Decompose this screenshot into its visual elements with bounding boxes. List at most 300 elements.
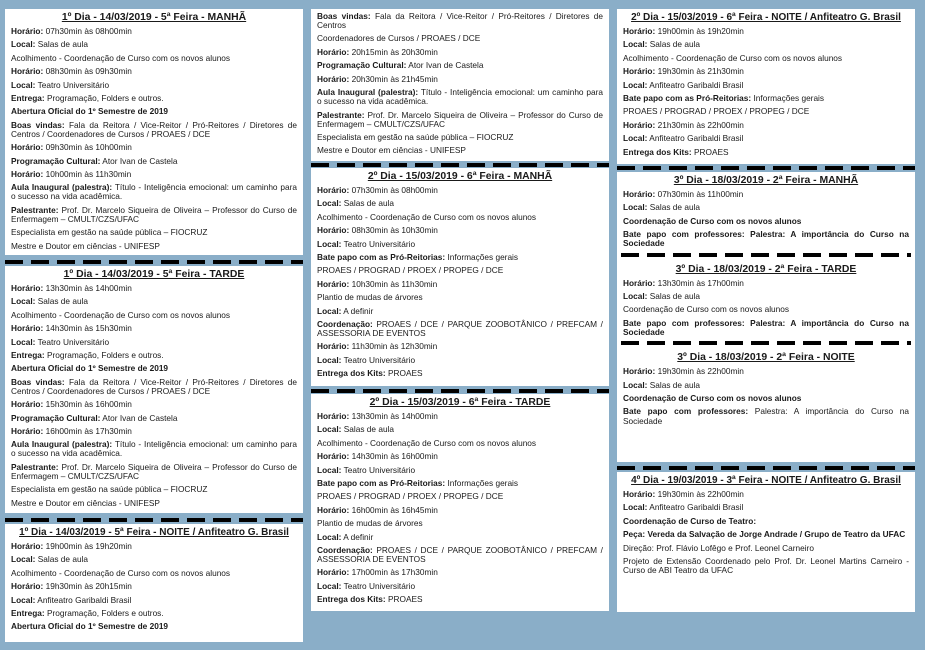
- line-value: 07h30min às 08h00min: [43, 26, 132, 36]
- schedule-line: [11, 228, 297, 237]
- line-key: Abertura Oficial do 1º Semestre de 2019: [11, 621, 169, 632]
- line-key: Horário:: [317, 73, 350, 84]
- line-key: Local:: [317, 464, 342, 475]
- schedule-line: [317, 533, 603, 542]
- line-key: Bate papo com as Pró-Reitorias:: [317, 477, 446, 488]
- schedule-line: [11, 170, 297, 179]
- line-value: Acolhimento - Coordenação de Curso com os novos alunos: [317, 211, 537, 222]
- schedule-line: [317, 240, 603, 249]
- line-value: Anfiteatro Garibaldi Brasil: [647, 79, 744, 90]
- line-key: Local:: [11, 79, 36, 90]
- line-value: A definir: [341, 305, 374, 316]
- line-value: 19h30min às 22h00min: [655, 366, 744, 377]
- line-value: 19h30min às 21h30min: [655, 66, 744, 77]
- line-value: Programação, Folders e outros.: [44, 92, 164, 103]
- schedule-line: [317, 34, 603, 43]
- line-key: Local:: [623, 39, 648, 50]
- line-key: Bate papo com as Pró-Reitorias:: [623, 92, 752, 103]
- line-value: 17h00min às 17h30min: [349, 567, 438, 578]
- schedule-line: [623, 134, 909, 143]
- line-value: Mestre e Doutor em ciências - UNIFESP: [317, 145, 466, 156]
- schedule-line: [317, 342, 603, 351]
- line-key: Local:: [623, 291, 648, 302]
- schedule-line: [11, 54, 297, 63]
- line-key: Local:: [623, 379, 648, 390]
- line-value: Título - Inteligência emocional: um caminho para o sucesso na vida acadêmica.: [11, 182, 297, 202]
- panel-lines: [317, 186, 603, 378]
- line-value: Prof. Dr. Marcelo Siqueira de Oliveira – Professor do Curso de Enfermagem – CMULT/CZS/UFAC: [11, 204, 297, 224]
- line-key: Programação Cultural:: [11, 155, 101, 166]
- schedule-line: [317, 369, 603, 378]
- schedule-line: [317, 425, 603, 434]
- schedule-line: [11, 157, 297, 166]
- line-value: Salas de aula: [341, 424, 395, 435]
- line-value: 19h30min às 22h00min: [655, 489, 744, 499]
- line-key: Horário:: [11, 399, 44, 410]
- schedule-line: [317, 439, 603, 448]
- schedule-line: [11, 107, 297, 116]
- schedule-line: [11, 67, 297, 76]
- line-value: Palestra: A importância do Curso na Sociedade: [623, 406, 909, 426]
- panel-lines: [11, 284, 297, 508]
- line-key: Horário:: [623, 189, 656, 199]
- line-key: Horário:: [11, 581, 44, 592]
- line-key: Local:: [623, 502, 648, 513]
- schedule-line: [11, 463, 297, 481]
- schedule-line: [11, 40, 297, 49]
- line-key: Horário:: [317, 411, 350, 421]
- line-value: PROAES / PROGRAD / PROEX / PROPEG / DCE: [317, 265, 504, 276]
- panel-title: 1º Dia - 14/03/2019 - 5ª Feira - MANHÃ: [61, 12, 247, 23]
- schedule-line: [11, 324, 297, 333]
- line-value: Prof. Dr. Marcelo Siqueira de Oliveira – Professor do Curso de Enfermagem – CMULT/CZS/UFAC: [11, 461, 297, 481]
- schedule-line: [623, 381, 909, 390]
- panel-lines: [11, 27, 297, 251]
- schedule-line: [623, 54, 909, 63]
- schedule-line: [11, 427, 297, 436]
- line-value: Teatro Universitário: [35, 336, 110, 347]
- panel-c1-tarde: [5, 266, 303, 513]
- line-key: Local:: [11, 39, 36, 50]
- line-key: Horário:: [623, 366, 656, 377]
- line-value: Projeto de Extensão Coordenado pelo Prof. Dr. Leonel Martins Carneiro - Curso de ABI Teatro da UFAC: [623, 555, 909, 576]
- line-key: Programação Cultural:: [11, 412, 101, 423]
- line-key: Horário:: [11, 26, 44, 36]
- schedule-line: [623, 190, 909, 199]
- line-value: Fala da Reitora / Vice-Reitor / Pró-Reitores / Diretores de Centros / Coordenadores de Cursos / PROAES / DCE: [11, 376, 297, 396]
- line-value: Título - Inteligência emocional: um caminho para o sucesso na vida acadêmica.: [317, 87, 603, 107]
- schedule-line: [11, 378, 297, 396]
- line-key: Entrega:: [11, 607, 45, 618]
- line-key: Entrega dos Kits:: [317, 594, 386, 605]
- schedule-line: [623, 230, 909, 248]
- line-key: Boas vindas:: [11, 376, 65, 387]
- schedule-line: [317, 133, 603, 142]
- line-key: Horário:: [11, 142, 44, 153]
- line-key: Horário:: [317, 185, 350, 195]
- line-value: Mestre e Doutor em ciências - UNIFESP: [11, 240, 160, 251]
- line-value: 16h00min às 17h30min: [43, 426, 132, 436]
- line-key: Horário:: [11, 541, 44, 551]
- schedule-line: [317, 506, 603, 515]
- line-key: Local:: [11, 296, 36, 307]
- line-key: Entrega dos Kits:: [623, 146, 692, 157]
- panel-title: 3º Dia - 18/03/2019 - 2ª Feira - MANHÃ: [673, 175, 859, 186]
- line-key: Bate papo com professores:: [623, 406, 749, 417]
- line-key: Local:: [317, 305, 342, 316]
- schedule-line: [11, 284, 297, 293]
- line-value: Plantio de mudas de árvores: [317, 292, 423, 303]
- panel-c2-cont: [311, 9, 609, 161]
- schedule-line: [317, 479, 603, 488]
- panel-c1-manha: [5, 9, 303, 255]
- schedule-line: [11, 27, 297, 36]
- panel-lines: [623, 279, 909, 337]
- schedule-line: [317, 466, 603, 475]
- line-key: Horário:: [11, 323, 44, 334]
- line-key: Coordenação de Curso de Teatro:: [623, 515, 757, 526]
- schedule-line: [317, 293, 603, 302]
- schedule-line: [11, 485, 297, 494]
- line-value: Especialista em gestão na saúde pública – FIOCRUZ: [11, 227, 208, 238]
- divider: [311, 389, 609, 393]
- panel-c3-block: [617, 172, 915, 462]
- line-value: 20h15min às 20h30min: [349, 46, 438, 57]
- line-value: 19h00min às 19h20min: [655, 26, 744, 36]
- line-value: 16h00min às 16h45min: [349, 504, 438, 515]
- line-key: Horário:: [11, 283, 44, 293]
- line-key: Coordenação:: [317, 318, 373, 329]
- line-value: PROAES / DCE / PARQUE ZOOBOTÂNICO / PREFCAM / ASSESSORIA DE EVENTOS: [317, 544, 603, 564]
- divider: [617, 166, 915, 170]
- line-key: Bate papo com professores: Palestra: A importância do Curso na Sociedade: [623, 229, 909, 249]
- line-key: Coordenação de Curso com os novos alunos: [623, 215, 802, 226]
- line-value: Ator Ivan de Castela: [100, 155, 178, 166]
- schedule-line: [623, 394, 909, 403]
- line-key: Bate papo com professores: Palestra: A importância do Curso na Sociedade: [623, 317, 909, 337]
- line-value: Coordenadores de Cursos / PROAES / DCE: [317, 33, 481, 44]
- schedule-line: [317, 61, 603, 70]
- panel-lines: [317, 12, 603, 156]
- schedule-line: [623, 530, 909, 539]
- schedule-line: [11, 143, 297, 152]
- schedule-line: [623, 544, 909, 553]
- line-key: Horário:: [317, 278, 350, 289]
- schedule-line: [623, 557, 909, 575]
- schedule-line: [317, 75, 603, 84]
- panel-lines: [11, 542, 297, 631]
- schedule-line: [317, 412, 603, 421]
- schedule-line: [317, 320, 603, 338]
- line-value: Fala da Reitora / Vice-Reitor / Pró-Reitores / Diretores de Centros / Coordenadores de Cursos / PROAES / DCE: [11, 119, 297, 139]
- schedule-line: [317, 568, 603, 577]
- line-value: 13h30min às 14h00min: [43, 283, 132, 293]
- line-key: Palestrante:: [11, 461, 59, 472]
- line-value: Acolhimento - Coordenação de Curso com os novos alunos: [11, 52, 231, 63]
- schedule-line: [317, 280, 603, 289]
- line-value: Acolhimento - Coordenação de Curso com os novos alunos: [11, 309, 231, 320]
- schedule-line: [623, 517, 909, 526]
- line-value: Direção: Prof. Flávio Lofêgo e Prof. Leonel Carneiro: [623, 542, 814, 553]
- line-key: Palestrante:: [11, 204, 59, 215]
- schedule-line: [317, 213, 603, 222]
- line-key: Entrega:: [11, 92, 45, 103]
- schedule-line: [623, 40, 909, 49]
- line-key: Local:: [317, 424, 342, 435]
- line-value: Salas de aula: [647, 291, 701, 302]
- schedule-line: [11, 440, 297, 458]
- line-key: Local:: [11, 554, 36, 565]
- schedule-line: [317, 266, 603, 275]
- panel-title: 1º Dia - 14/03/2019 - 5ª Feira - TARDE: [63, 269, 245, 280]
- line-key: Aula Inaugural (palestra):: [11, 182, 113, 193]
- panel-c2-manha: [311, 168, 609, 386]
- schedule-line: [623, 305, 909, 314]
- line-value: Acolhimento - Coordenação de Curso com os novos alunos: [317, 437, 537, 448]
- panel-title: 2º Dia - 15/03/2019 - 6ª Feira - MANHÃ: [367, 171, 553, 182]
- schedule-line: [317, 546, 603, 564]
- line-key: Local:: [317, 198, 342, 209]
- line-key: Local:: [11, 594, 36, 605]
- panel-title: 2º Dia - 15/03/2019 - 6ª Feira - NOITE / Anfiteatro G. Brasil: [631, 12, 901, 23]
- line-key: Horário:: [317, 567, 350, 578]
- panel-c3-4dia: [617, 472, 915, 612]
- panel-c3-noite: [617, 9, 915, 164]
- line-key: Horário:: [11, 426, 44, 436]
- line-value: Teatro Universitário: [35, 79, 110, 90]
- schedule-line: [317, 452, 603, 461]
- schedule-line: [11, 81, 297, 90]
- line-value: Anfiteatro Garibaldi Brasil: [647, 502, 744, 513]
- line-key: Local:: [623, 202, 648, 213]
- line-value: Salas de aula: [35, 296, 89, 307]
- line-value: Programação, Folders e outros.: [44, 349, 164, 360]
- line-key: Horário:: [317, 451, 350, 462]
- schedule-line: [11, 242, 297, 251]
- line-key: Coordenação:: [317, 544, 373, 555]
- line-value: 20h30min às 21h45min: [349, 73, 438, 84]
- schedule-line: [11, 555, 297, 564]
- divider: [5, 260, 303, 264]
- panel-title: 3º Dia - 18/03/2019 - 2ª Feira - NOITE: [677, 352, 855, 364]
- line-value: PROAES: [385, 594, 423, 605]
- line-value: Salas de aula: [341, 198, 395, 209]
- schedule-line: [317, 595, 603, 604]
- line-value: 07h30min às 11h00min: [655, 189, 744, 199]
- line-value: 15h30min às 16h00min: [43, 399, 132, 410]
- line-value: 11h30min às 12h30min: [349, 341, 438, 352]
- line-value: Teatro Universitário: [341, 580, 416, 591]
- line-value: Fala da Reitora / Vice-Reitor / Pró-Reitores / Diretores de Centros: [317, 11, 603, 31]
- line-key: Local:: [623, 79, 648, 90]
- line-value: 14h30min às 16h00min: [349, 451, 438, 462]
- schedule-line: [317, 199, 603, 208]
- schedule-line: [11, 609, 297, 618]
- schedule-line: [317, 12, 603, 30]
- schedule-line: [623, 319, 909, 337]
- line-key: Horário:: [623, 26, 656, 36]
- panel-title: 1º Dia - 14/03/2019 - 5ª Feira - NOITE / Anfiteatro G. Brasil: [19, 527, 289, 538]
- panel-title: 3º Dia - 18/03/2019 - 2ª Feira - TARDE: [675, 263, 857, 275]
- line-value: Salas de aula: [647, 39, 701, 50]
- schedule-line: [623, 27, 909, 36]
- schedule-line: [317, 492, 603, 501]
- line-value: Salas de aula: [647, 202, 701, 213]
- line-key: Horário:: [317, 225, 350, 236]
- line-key: Entrega dos Kits:: [317, 368, 386, 379]
- divider: [621, 341, 911, 345]
- panel-lines: [623, 490, 909, 575]
- line-key: Horário:: [317, 504, 350, 515]
- panel-lines: [623, 367, 909, 425]
- schedule-line: [317, 48, 603, 57]
- schedule-line: [317, 356, 603, 365]
- line-key: Local:: [317, 354, 342, 365]
- schedule-line: [317, 519, 603, 528]
- line-value: 10h30min às 11h30min: [349, 278, 438, 289]
- line-key: Local:: [11, 336, 36, 347]
- schedule-line: [623, 94, 909, 103]
- line-key: Local:: [317, 238, 342, 249]
- line-key: Programação Cultural:: [317, 60, 407, 71]
- schedule-line: [11, 542, 297, 551]
- line-value: 08h30min às 09h30min: [43, 66, 132, 77]
- line-key: Horário:: [623, 489, 656, 499]
- line-value: 14h30min às 15h30min: [43, 323, 132, 334]
- line-value: Especialista em gestão na saúde pública – FIOCRUZ: [317, 132, 514, 143]
- panel-lines: [317, 412, 603, 604]
- line-key: Coordenação de Curso com os novos alunos: [623, 393, 802, 404]
- schedule-line: [317, 253, 603, 262]
- line-key: Abertura Oficial do 1º Semestre de 2019: [11, 106, 169, 117]
- line-key: Abertura Oficial do 1º Semestre de 2019: [11, 363, 169, 374]
- line-key: Local:: [317, 580, 342, 591]
- schedule-line: [623, 490, 909, 499]
- schedule-line: [623, 407, 909, 425]
- line-key: Boas vindas:: [11, 119, 65, 130]
- line-key: Local:: [317, 531, 342, 542]
- line-value: 21h30min às 22h00min: [655, 119, 744, 130]
- schedule-line: [11, 364, 297, 373]
- schedule-line: [11, 297, 297, 306]
- schedule-line: [11, 121, 297, 139]
- line-key: Local:: [623, 133, 648, 144]
- schedule-line: [11, 582, 297, 591]
- line-key: Horário:: [623, 277, 656, 288]
- line-value: 13h30min às 17h00min: [655, 277, 744, 288]
- schedule-line: [623, 279, 909, 288]
- schedule-line: [11, 206, 297, 224]
- line-value: Salas de aula: [647, 379, 701, 390]
- line-value: Teatro Universitário: [341, 464, 416, 475]
- schedule-line: [11, 499, 297, 508]
- schedule-line: [317, 582, 603, 591]
- schedule-line: [623, 217, 909, 226]
- line-value: 07h30min às 08h00min: [349, 185, 438, 195]
- schedule-line: [11, 569, 297, 578]
- schedule-line: [317, 226, 603, 235]
- line-value: Plantio de mudas de árvores: [317, 518, 423, 529]
- line-value: Acolhimento - Coordenação de Curso com os novos alunos: [11, 567, 231, 578]
- schedule-line: [623, 367, 909, 376]
- schedule-line: [623, 81, 909, 90]
- line-value: Teatro Universitário: [341, 354, 416, 365]
- schedule-line: [623, 203, 909, 212]
- line-value: 13h30min às 14h00min: [349, 411, 438, 421]
- line-value: Especialista em gestão na saúde pública – FIOCRUZ: [11, 484, 208, 495]
- line-value: PROAES: [385, 368, 423, 379]
- schedule-line: [623, 148, 909, 157]
- schedule-line: [11, 183, 297, 201]
- line-key: Horário:: [317, 46, 350, 57]
- line-key: Horário:: [623, 119, 656, 130]
- line-key: Palestrante:: [317, 109, 365, 120]
- line-value: Título - Inteligência emocional: um caminho para o sucesso na vida acadêmica.: [11, 439, 297, 459]
- line-value: 19h30min às 20h15min: [43, 581, 132, 592]
- line-key: Entrega:: [11, 349, 45, 360]
- line-value: 19h00min às 19h20min: [43, 541, 132, 551]
- schedule-line: [11, 351, 297, 360]
- line-value: Teatro Universitário: [341, 238, 416, 249]
- schedule-line: [623, 503, 909, 512]
- divider: [311, 163, 609, 167]
- line-key: Boas vindas:: [317, 11, 371, 21]
- schedule-line: [623, 107, 909, 116]
- schedule-line: [11, 400, 297, 409]
- line-value: Ator Ivan de Castela: [100, 412, 178, 423]
- schedule-line: [11, 414, 297, 423]
- line-value: 10h00min às 11h30min: [43, 169, 132, 179]
- panel-title: 4º Dia - 19/03/2019 - 3ª Feira - NOITE / Anfiteatro G. Brasil: [631, 475, 901, 486]
- divider: [621, 253, 911, 257]
- schedule-line: [11, 311, 297, 320]
- line-value: Coordenação de Curso com os novos alunos: [623, 304, 790, 315]
- panel-lines: [623, 190, 909, 248]
- line-key: Horário:: [11, 66, 44, 77]
- schedule-line: [317, 111, 603, 129]
- schedule-line: [317, 307, 603, 316]
- panel-c1-noite: [5, 524, 303, 642]
- line-value: Ator Ivan de Castela: [406, 60, 484, 71]
- line-value: 09h30min às 10h00min: [43, 142, 132, 153]
- schedule-line: [11, 338, 297, 347]
- line-value: Anfiteatro Garibaldi Brasil: [35, 594, 132, 605]
- divider: [5, 518, 303, 522]
- line-value: PROAES / DCE / PARQUE ZOOBOTÂNICO / PREFCAM / ASSESSORIA DE EVENTOS: [317, 318, 603, 338]
- line-value: Informações gerais: [445, 251, 519, 262]
- line-value: Programação, Folders e outros.: [44, 607, 164, 618]
- schedule-line: [623, 121, 909, 130]
- line-value: PROAES / PROGRAD / PROEX / PROPEG / DCE: [623, 106, 810, 117]
- line-key: Aula Inaugural (palestra):: [11, 439, 113, 450]
- panel-title: 2º Dia - 15/03/2019 - 6ª Feira - TARDE: [369, 397, 551, 408]
- line-value: PROAES / PROGRAD / PROEX / PROPEG / DCE: [317, 491, 504, 502]
- panel-lines: [623, 27, 909, 157]
- line-value: Prof. Dr. Marcelo Siqueira de Oliveira – Professor do Curso de Enfermagem – CMULT/CZS/UFAC: [317, 109, 603, 129]
- schedule-line: [11, 596, 297, 605]
- line-key: Aula Inaugural (palestra):: [317, 87, 419, 98]
- schedule-line: [623, 292, 909, 301]
- line-value: Anfiteatro Garibaldi Brasil: [647, 133, 744, 144]
- line-key: Horário:: [11, 169, 44, 179]
- line-value: A definir: [341, 531, 374, 542]
- line-value: Mestre e Doutor em ciências - UNIFESP: [11, 497, 160, 508]
- divider: [617, 466, 915, 470]
- schedule-line: [11, 622, 297, 631]
- line-key: Horário:: [317, 341, 350, 352]
- line-key: Horário:: [623, 66, 656, 77]
- schedule-line: [317, 88, 603, 106]
